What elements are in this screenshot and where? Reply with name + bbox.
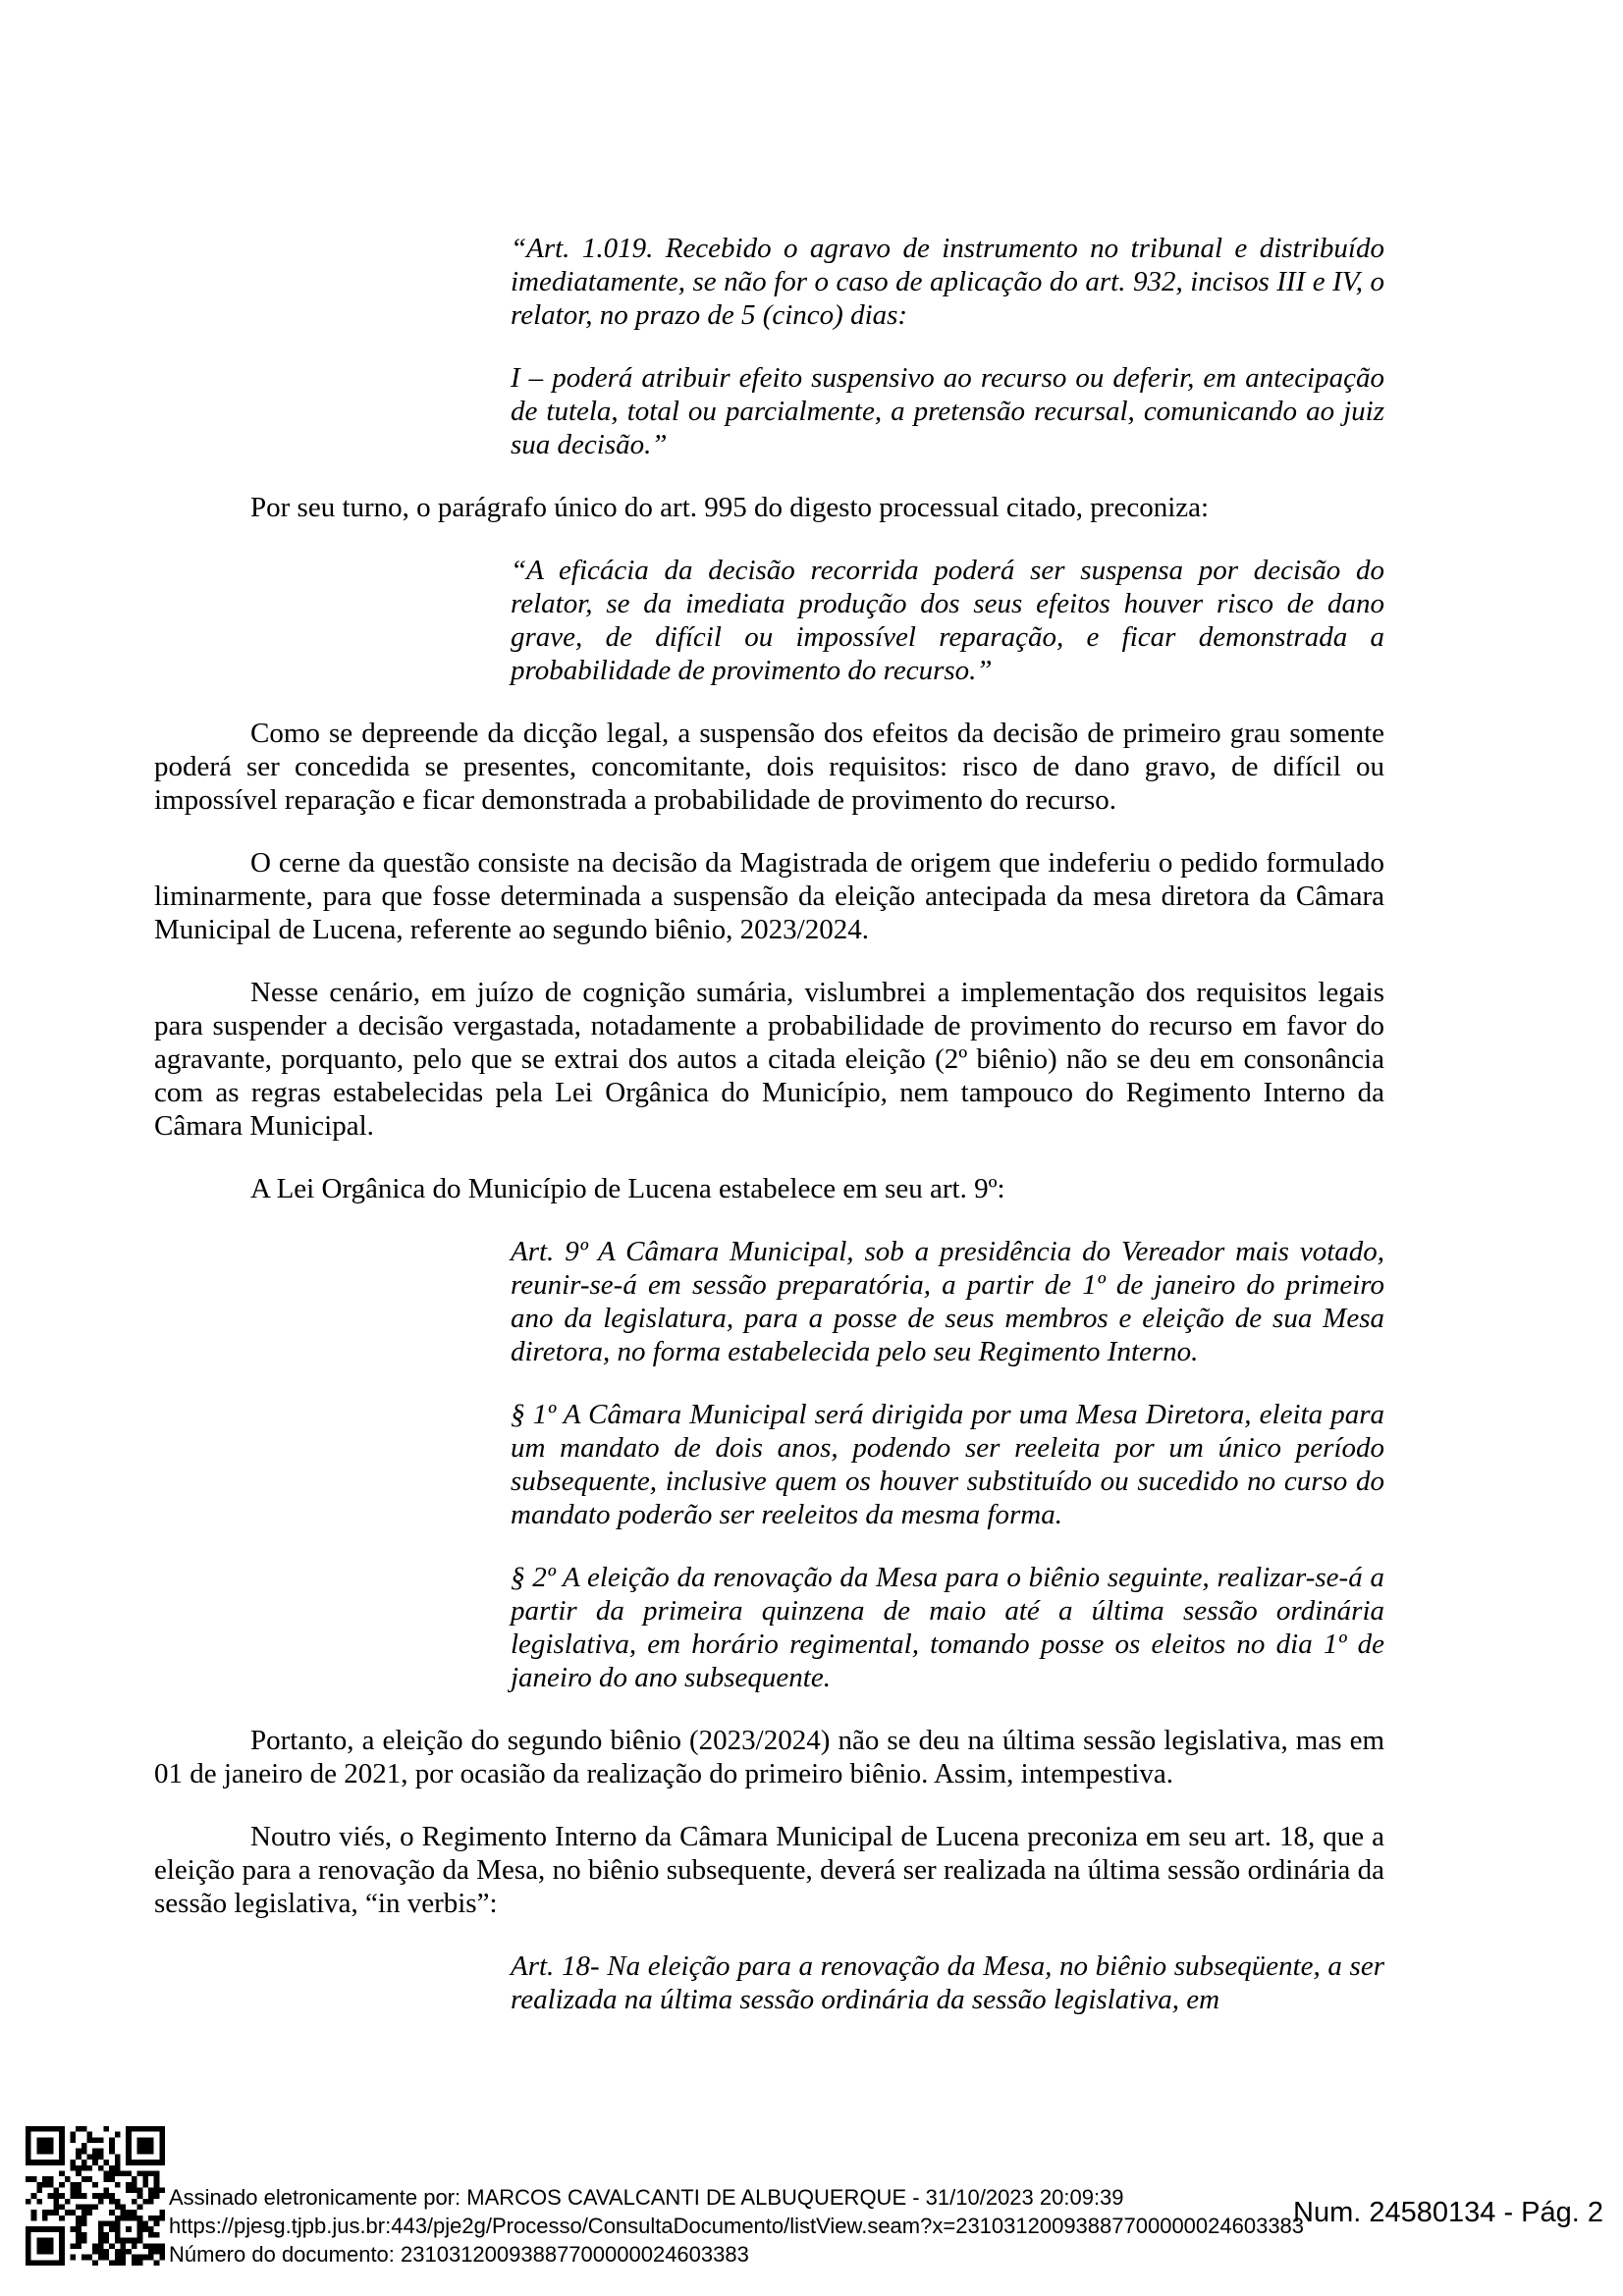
block-quote: I – poderá atribuir efeito suspensivo ao recurso ou deferir, em antecipação de tutela, total ou parcialmente, a pretensão recursal, comunicando ao juiz sua decisão.”: [511, 362, 1384, 460]
document-url: https://pjesg.tjpb.jus.br:443/pje2g/Processo/ConsultaDocumento/listView.seam?x=23103120093887700000024603383: [169, 2214, 1305, 2238]
document-number: Número do documento: 23103120093887700000024603383: [169, 2242, 749, 2267]
block-quote: “Art. 1.019. Recebido o agravo de instrumento no tribunal e distribuído imediatamente, se não for o caso de aplicação do art. 932, incisos III e IV, o relator, no prazo de 5 (cinco) dias:: [511, 233, 1384, 331]
paragraph: Noutro viés, o Regimento Interno da Câmara Municipal de Lucena preconiza em seu art. 18, que a eleição para a renovação da Mesa, no biênio subsequente, deverá ser realizada na última sessão ordinária da sessão legislativa, “in verbis”:: [154, 1821, 1384, 1919]
block-quote: “A eficácia da decisão recorrida poderá ser suspensa por decisão do relator, se da imediata produção dos seus efeitos houver risco de dano grave, de difícil ou impossível reparação, e ficar demonstrada a probabilidade de provimento do recurso.”: [511, 555, 1384, 686]
document-body: [154, 232, 1384, 2016]
block-quote: § 1º A Câmara Municipal será dirigida por uma Mesa Diretora, eleita para um mandato de dois anos, podendo ser reeleita por um único período subsequente, inclusive quem os houver substituído ou sucedido no curso do mandato poderão ser reeleitos da mesma forma.: [511, 1399, 1384, 1530]
block-quote: Art. 9º A Câmara Municipal, sob a presidência do Vereador mais votado, reunir-se-á em sessão preparatória, a partir de 1º de janeiro do primeiro ano da legislatura, para a posse de seus membros e eleição de sua Mesa diretora, no forma estabelecida pelo seu Regimento Interno.: [511, 1236, 1384, 1367]
paragraph: Nesse cenário, em juízo de cognição sumária, vislumbrei a implementação dos requisitos legais para suspender a decisão vergastada, notadamente a probabilidade de provimento do recurso em favor do agravante, porquanto, pelo que se extrai dos autos a citada eleição (2º biênio) não se deu em consonância com as regras estabelecidas pela Lei Orgânica do Município, nem tampouco do Regimento Interno da Câmara Municipal.: [154, 977, 1384, 1142]
paragraph: Por seu turno, o parágrafo único do art. 995 do digesto processual citado, preconiza:: [250, 492, 1210, 523]
paragraph: A Lei Orgânica do Município de Lucena estabelece em seu art. 9º:: [250, 1173, 1005, 1204]
qr-code-icon: [26, 2126, 165, 2266]
paragraph: O cerne da questão consiste na decisão da Magistrada de origem que indeferiu o pedido formulado liminarmente, para que fosse determinada a suspensão da eleição antecipada da mesa diretora da Câmara Municipal de Lucena, referente ao segundo biênio, 2023/2024.: [154, 847, 1384, 945]
signature-line: Assinado eletronicamente por: MARCOS CAVALCANTI DE ALBUQUERQUE - 31/10/2023 20:09:39: [169, 2185, 1124, 2210]
paragraph: Como se depreende da dicção legal, a suspensão dos efeitos da decisão de primeiro grau somente poderá ser concedida se presentes, concomitante, dois requisitos: risco de dano gravo, de difícil ou impossível reparação e ficar demonstrada a probabilidade de provimento do recurso.: [154, 718, 1384, 816]
page-number-label: Num. 24580134 - Pág. 2: [1293, 2197, 1603, 2228]
signature-footer: [169, 2183, 1304, 2269]
block-quote: Art. 18- Na eleição para a renovação da Mesa, no biênio subseqüente, a ser realizada na última sessão ordinária da sessão legislativa, em: [511, 1950, 1384, 2015]
paragraph: Portanto, a eleição do segundo biênio (2023/2024) não se deu na última sessão legislativa, mas em 01 de janeiro de 2021, por ocasião da realização do primeiro biênio. Assim, intempestiva.: [154, 1725, 1384, 1789]
block-quote: § 2º A eleição da renovação da Mesa para o biênio seguinte, realizar-se-á a partir da primeira quinzena de maio até a última sessão ordinária legislativa, em horário regimental, tomando posse os eleitos no dia 1º de janeiro do ano subsequente.: [511, 1562, 1384, 1693]
